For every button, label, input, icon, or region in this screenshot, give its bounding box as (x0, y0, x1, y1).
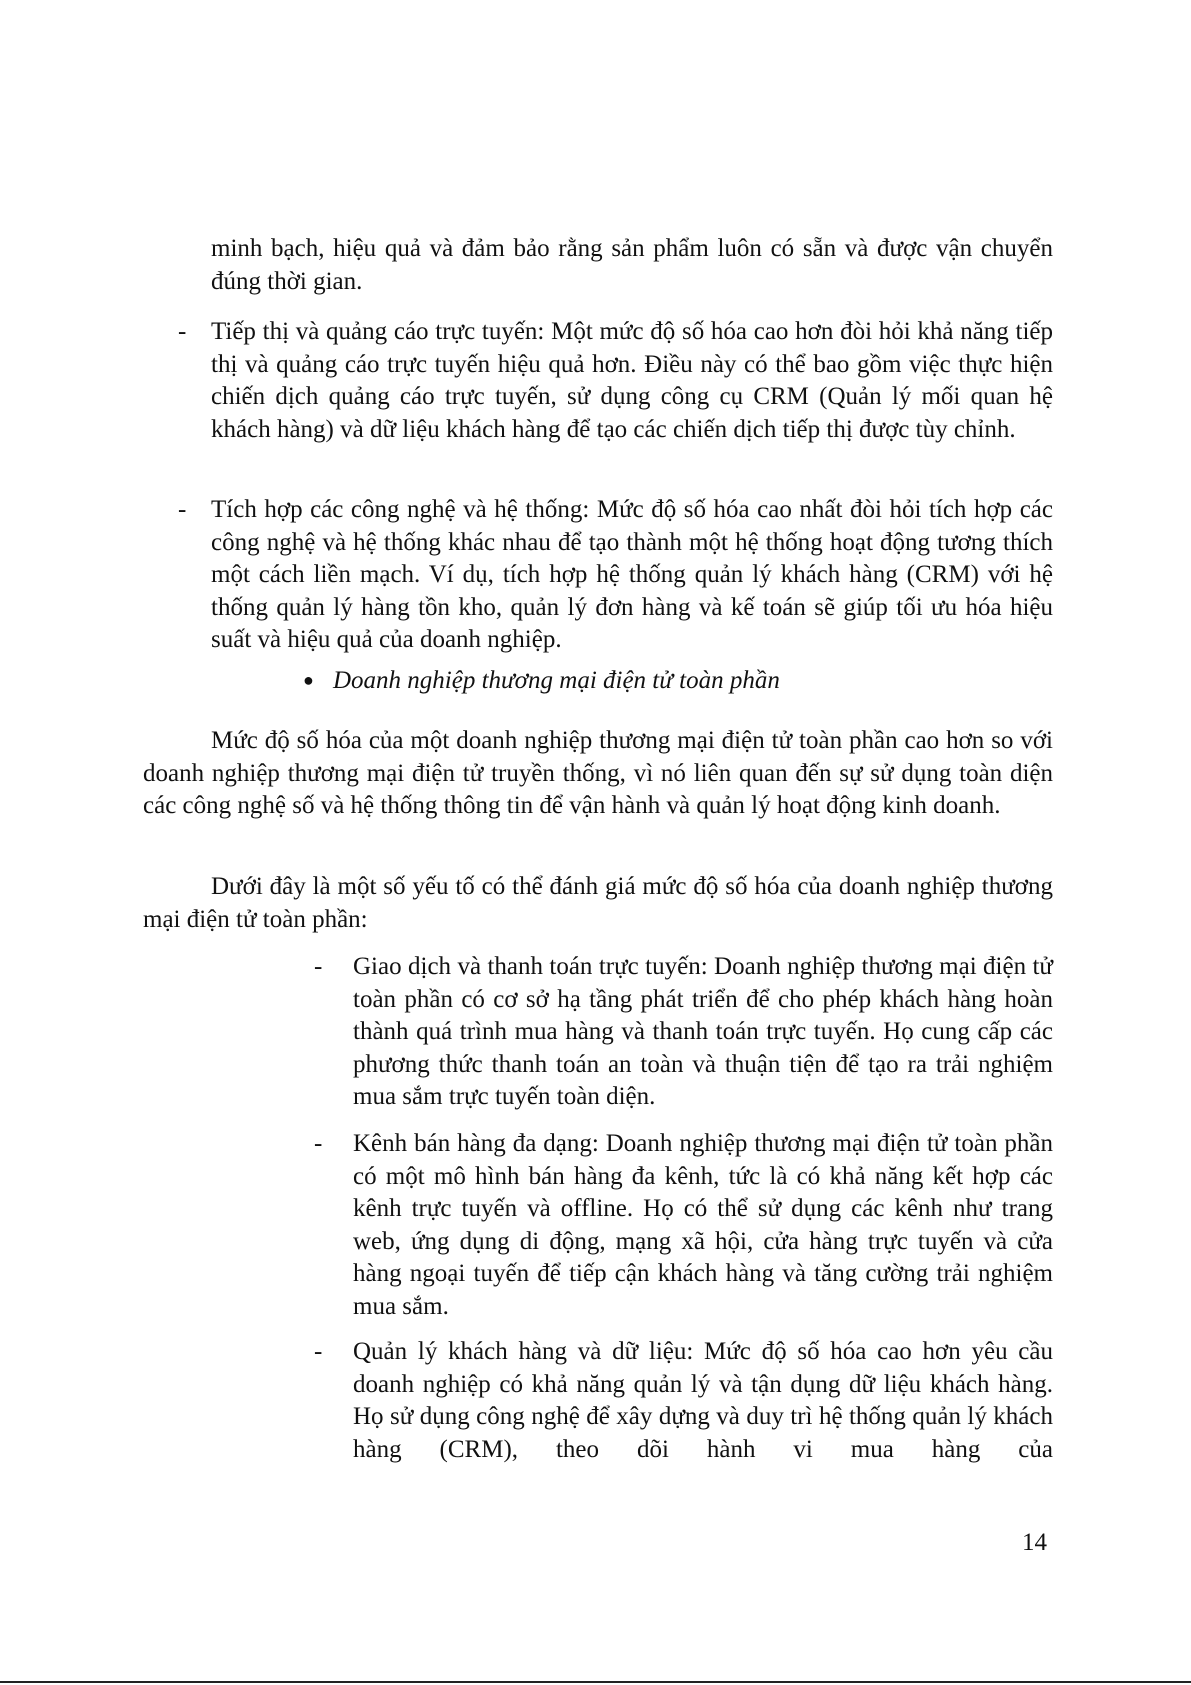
page-bottom-rule (0, 1681, 1191, 1683)
section-heading-text: Doanh nghiệp thương mại điện tử toàn phần (333, 667, 780, 694)
list-item-text: Giao dịch và thanh toán trực tuyến: Doanh nghiệp thương mại điện tử toàn phần có cơ sở hạ tầng phát triển để cho phép khách hàng hoàn thành quá trình mua hàng và thanh toán trực tuyến. Họ cung cấp các phương thức thanh toán an toàn và thuận tiện để tạo ra trải nghiệm mua sắm trực tuyến toàn diện. (353, 953, 1053, 1110)
dash-marker: - (178, 318, 187, 345)
dash-marker: - (178, 496, 187, 523)
bullet-icon: ● (303, 670, 314, 690)
body-paragraph: Mức độ số hóa của một doanh nghiệp thương mại điện tử toàn phần cao hơn so với doanh nghiệp thương mại điện tử truyền thống, vì nó liên quan đến sự sử dụng toàn diện các công nghệ số và hệ thống thông tin để vận hành và quản lý hoạt động kinh doanh. (143, 727, 1053, 819)
body-paragraph: Dưới đây là một số yếu tố có thể đánh giá mức độ số hóa của doanh nghiệp thương mại điện tử toàn phần: (143, 873, 1053, 933)
list-item-text: Quản lý khách hàng và dữ liệu: Mức độ số hóa cao hơn yêu cầu doanh nghiệp có khả năng quản lý và tận dụng dữ liệu khách hàng. Họ sử dụng công nghệ để xây dựng và duy trì hệ thống quản lý khách hàng (CRM), theo dõi hành vi mua hàng của (353, 1338, 1053, 1463)
dash-marker: - (314, 1338, 323, 1365)
continuation-paragraph: minh bạch, hiệu quả và đảm bảo rằng sản phẩm luôn có sẵn và được vận chuyển đúng thời gian. (211, 235, 1053, 295)
section-heading (303, 664, 780, 698)
list-item-text: Tiếp thị và quảng cáo trực tuyến: Một mức độ số hóa cao hơn đòi hỏi khả năng tiếp thị và quảng cáo trực tuyến hiệu quả hơn. Điều này có thể bao gồm việc thực hiện chiến dịch quảng cáo trực tuyến, sử dụng công cụ CRM (Quản lý mối quan hệ khách hàng) và dữ liệu khách hàng để tạo các chiến dịch tiếp thị được tùy chỉnh. (211, 318, 1053, 443)
page-number: 14 (1022, 1529, 1047, 1556)
list-item-text: Kênh bán hàng đa dạng: Doanh nghiệp thương mại điện tử toàn phần có một mô hình bán hàng đa kênh, tức là có khả năng kết hợp các kênh trực tuyến và offline. Họ có thể sử dụng các kênh như trang web, ứng dụng di động, mạng xã hội, cửa hàng trực tuyến và cửa hàng ngoại tuyến để tiếp cận khách hàng và tăng cường trải nghiệm mua sắm. (353, 1130, 1053, 1320)
dash-marker: - (314, 953, 323, 980)
dash-marker: - (314, 1130, 323, 1157)
list-item-text: Tích hợp các công nghệ và hệ thống: Mức độ số hóa cao nhất đòi hỏi tích hợp các công nghệ và hệ thống khác nhau để tạo thành một hệ thống hoạt động tương thích một cách liền mạch. Ví dụ, tích hợp hệ thống quản lý khách hàng (CRM) với hệ thống quản lý hàng tồn kho, quản lý đơn hàng và kế toán sẽ giúp tối ưu hóa hiệu suất và hiệu quả của doanh nghiệp. (211, 496, 1053, 653)
